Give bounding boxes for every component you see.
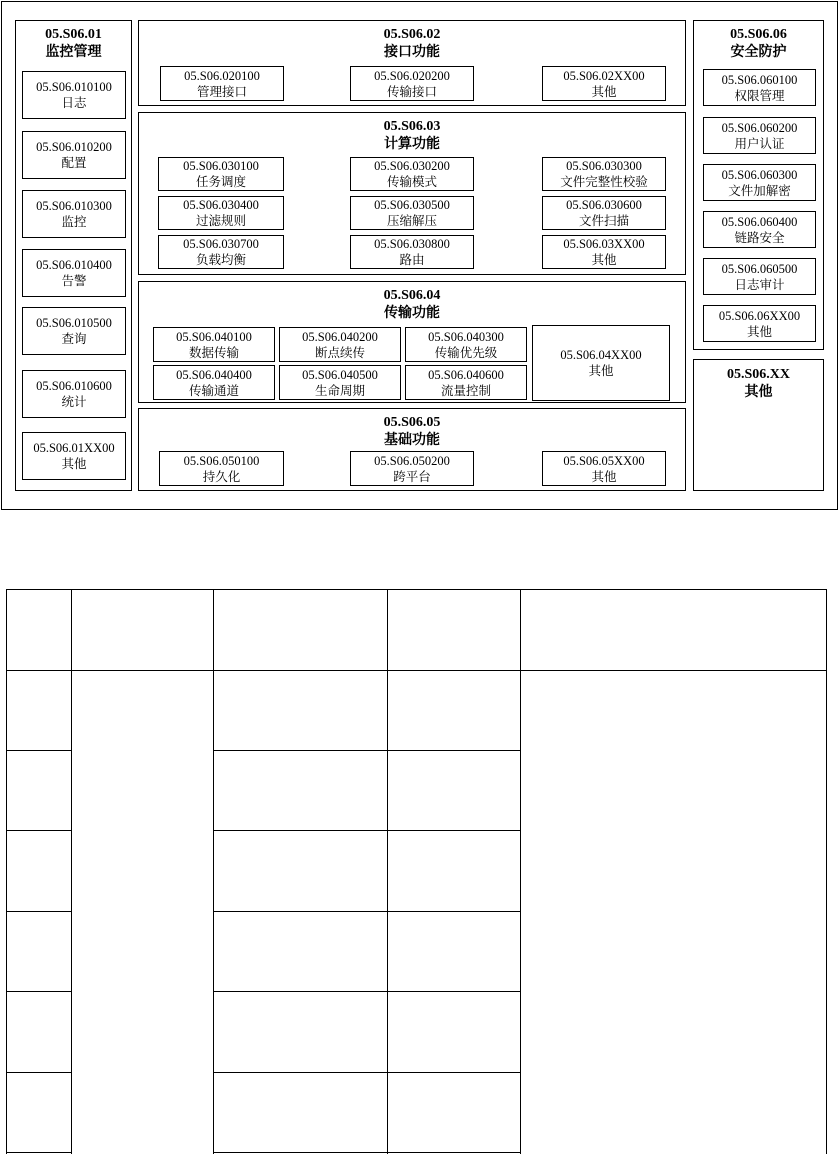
item-code: 05.S06.06XX00 <box>718 308 801 323</box>
item-name: 查询 <box>61 331 87 346</box>
item-code: 05.S06.02XX00 <box>563 68 645 83</box>
item-name: 统计 <box>61 394 87 409</box>
item-name: 断点续传 <box>314 344 365 360</box>
item-name: 文件扫描 <box>578 213 629 228</box>
group-title: 传输功能 <box>384 305 440 321</box>
item-name: 路由 <box>399 252 425 267</box>
item-name: 跨平台 <box>393 468 431 484</box>
item-code: 05.S06.030600 <box>566 198 642 212</box>
item-name: 其他 <box>591 468 617 484</box>
item-code: 05.S06.030500 <box>374 198 450 212</box>
item-name: 生命周期 <box>314 382 365 398</box>
item-name: 其他 <box>61 456 87 471</box>
item-name: 负载均衡 <box>195 252 246 267</box>
item-name: 过滤规则 <box>195 213 246 228</box>
item-code: 05.S06.060300 <box>721 167 798 182</box>
group-title: 接口功能 <box>384 44 440 60</box>
item-name: 监控 <box>61 214 87 229</box>
group-title: 其他 <box>744 384 773 400</box>
item-name: 文件完整性校验 <box>560 174 648 189</box>
item-code: 05.S06.040400 <box>176 367 252 382</box>
item-name: 其他 <box>746 323 772 339</box>
item-name: 传输接口 <box>386 83 437 99</box>
item-code: 05.S06.060400 <box>721 214 798 229</box>
item-code: 05.S06.040300 <box>428 329 504 344</box>
item-code: 05.S06.060200 <box>721 120 798 135</box>
item-name: 其他 <box>591 83 617 99</box>
item-name: 持久化 <box>202 468 241 484</box>
item-name: 传输优先级 <box>434 344 498 360</box>
item-name: 流量控制 <box>440 382 491 398</box>
item-name: 数据传输 <box>188 344 239 360</box>
item-code: 05.S06.060100 <box>721 72 798 87</box>
item-name: 权限管理 <box>734 87 785 103</box>
item-name: 其他 <box>591 252 617 267</box>
item-code: 05.S06.030700 <box>183 237 259 251</box>
item-name: 管理接口 <box>196 83 247 99</box>
item-code: 05.S06.040500 <box>302 367 378 382</box>
item-code: 05.S06.040200 <box>302 329 378 344</box>
item-code: 05.S06.050100 <box>183 453 260 468</box>
item-code: 05.S06.020200 <box>374 68 450 83</box>
item-name: 任务调度 <box>195 174 246 189</box>
item-name: 用户认证 <box>734 135 785 151</box>
item-name: 链路安全 <box>734 229 785 245</box>
group-title: 基础功能 <box>384 432 440 448</box>
item-code: 05.S06.040100 <box>176 329 252 344</box>
item-code: 05.S06.030300 <box>566 159 642 173</box>
item-code: 05.S06.03XX00 <box>563 237 645 251</box>
item-code: 05.S06.05XX00 <box>563 453 645 468</box>
item-code: 05.S06.01XX00 <box>33 441 115 455</box>
group-title: 监控管理 <box>45 44 102 60</box>
item-name: 告警 <box>61 273 87 288</box>
item-code: 05.S06.010600 <box>36 379 112 393</box>
group-code: 05.S06.04 <box>383 288 441 303</box>
group-code: 05.S06.XX <box>726 367 790 382</box>
item-name: 文件加解密 <box>728 182 791 198</box>
item-code: 05.S06.020100 <box>184 68 260 83</box>
item-code: 05.S06.010500 <box>36 316 112 330</box>
item-code: 05.S06.040600 <box>428 367 504 382</box>
item-code: 05.S06.060500 <box>721 261 798 276</box>
group-code: 05.S06.03 <box>383 119 441 134</box>
item-code: 05.S06.050200 <box>374 453 450 468</box>
item-name: 压缩解压 <box>386 213 437 228</box>
item-code: 05.S06.030800 <box>374 237 450 251</box>
group-code: 05.S06.06 <box>730 27 787 42</box>
group-code: 05.S06.02 <box>383 27 441 42</box>
item-name: 传输模式 <box>386 174 437 189</box>
item-name: 其他 <box>588 363 614 378</box>
group-title: 计算功能 <box>384 136 440 152</box>
item-code: 05.S06.010300 <box>36 199 112 213</box>
item-code: 05.S06.04XX00 <box>560 348 642 362</box>
item-code: 05.S06.030100 <box>183 159 259 173</box>
item-name: 日志 <box>61 95 87 110</box>
item-code: 05.S06.010200 <box>36 140 112 154</box>
item-code: 05.S06.010400 <box>36 258 112 272</box>
group-code: 05.S06.05 <box>383 415 441 430</box>
group-code: 05.S06.01 <box>45 27 102 42</box>
item-code: 05.S06.030200 <box>374 159 450 173</box>
item-name: 日志审计 <box>734 276 785 292</box>
item-code: 05.S06.030400 <box>183 198 259 212</box>
item-code: 05.S06.010100 <box>36 80 112 94</box>
item-name: 传输通道 <box>188 382 239 398</box>
item-name: 配置 <box>61 155 87 170</box>
group-title: 安全防护 <box>730 44 787 60</box>
